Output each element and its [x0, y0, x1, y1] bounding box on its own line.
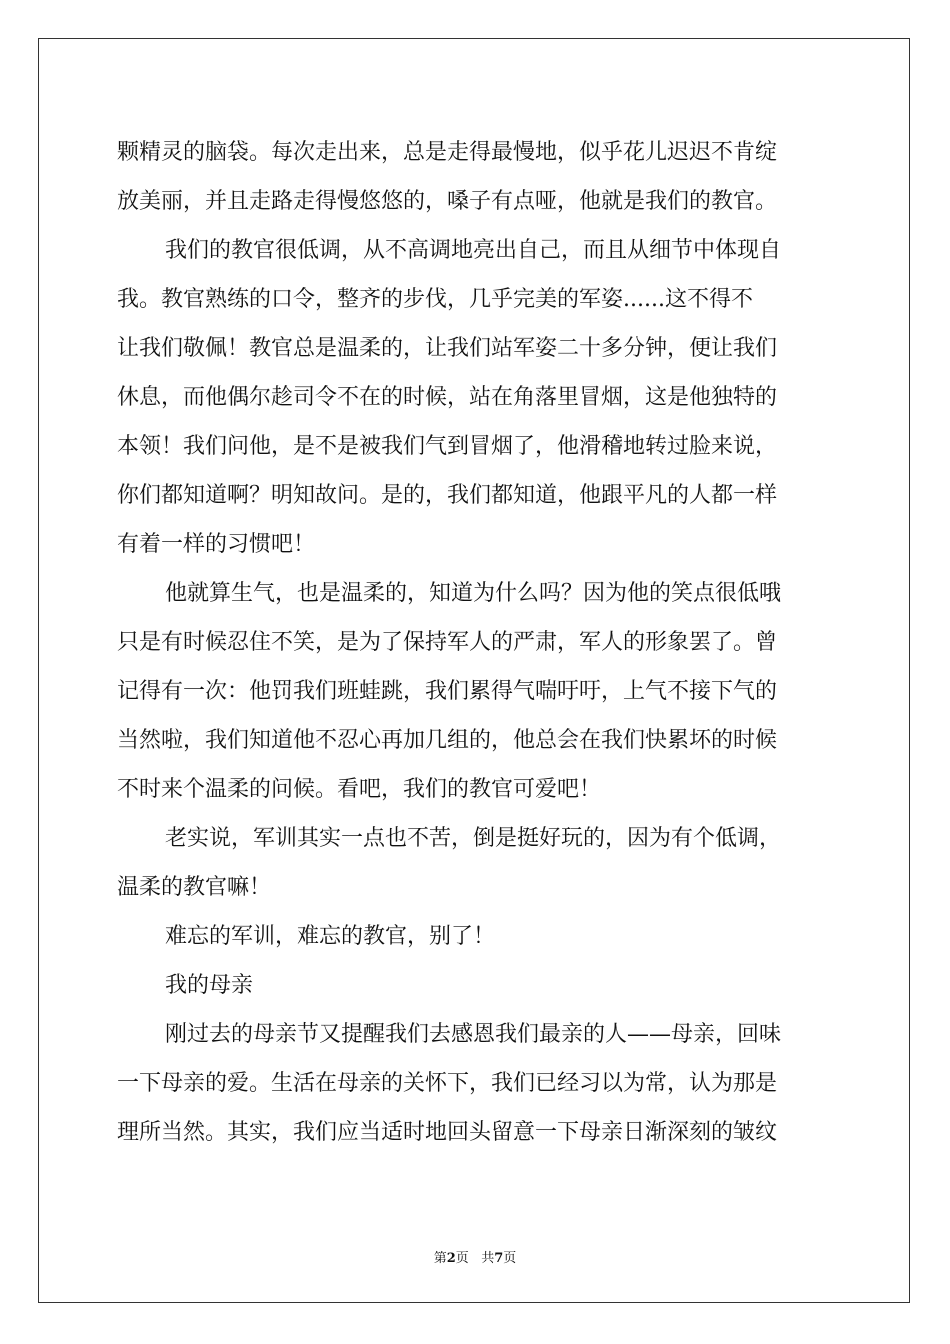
text-line: 不时来个温柔的问候。看吧，我们的教官可爱吧！ [117, 777, 602, 802]
text-line: 你们都知道啊？明知故问。是的，我们都知道，他跟平凡的人都一样 [117, 483, 778, 508]
section-title: 我的母亲 [165, 973, 254, 998]
text-line: 放美丽，并且走路走得慢悠悠的，嗓子有点哑，他就是我们的教官。 [117, 189, 778, 214]
text-line: 记得有一次：他罚我们班蛙跳，我们累得气喘吁吁，上气不接下气的 [117, 679, 778, 704]
page-prefix: 第 [433, 1251, 447, 1266]
text-line: 理所当然。其实，我们应当适时地回头留意一下母亲日渐深刻的皱纹 [117, 1120, 778, 1145]
text-line: 当然啦，我们知道他不忍心再加几组的，他总会在我们快累坏的时候 [117, 728, 778, 753]
text-line: 有着一样的习惯吧！ [117, 532, 316, 557]
total-suffix: 页 [503, 1251, 517, 1266]
paragraph-start-line: 难忘的军训，难忘的教官，别了！ [165, 924, 496, 949]
paragraph-start-line: 我们的教官很低调，从不高调地亮出自己，而且从细节中体现自 [165, 238, 782, 263]
text-line: 休息，而他偶尔趁司令不在的时候，站在角落里冒烟，这是他独特的 [117, 385, 778, 410]
total-pages: 7 [494, 1251, 504, 1266]
text-line: 我。教官熟练的口令，整齐的步伐，几乎完美的军姿......这不得不 [117, 287, 753, 312]
page-suffix: 页 [455, 1251, 469, 1266]
page-number: 2 [446, 1251, 456, 1266]
paragraph-start-line: 老实说，军训其实一点也不苦，倒是挺好玩的，因为有个低调， [165, 826, 782, 851]
total-prefix: 共 [481, 1251, 495, 1266]
text-line: 温柔的教官嘛！ [117, 875, 272, 900]
text-line: 让我们敬佩！教官总是温柔的，让我们站军姿二十多分钟，便让我们 [117, 336, 778, 361]
text-line: 只是有时候忍住不笑，是为了保持军人的严肃，军人的形象罢了。曾 [117, 630, 778, 655]
paragraph-start-line: 刚过去的母亲节又提醒我们去感恩我们最亲的人——母亲，回味 [165, 1022, 782, 1047]
page-footer [0, 1247, 950, 1266]
text-line: 本领！我们问他，是不是被我们气到冒烟了，他滑稽地转过脸来说， [117, 434, 778, 459]
document-body [117, 128, 832, 1157]
text-line: 一下母亲的爱。生活在母亲的关怀下，我们已经习以为常，认为那是 [117, 1071, 778, 1096]
text-line: 颗精灵的脑袋。每次走出来，总是走得最慢地，似乎花儿迟迟不肯绽 [117, 140, 778, 165]
paragraph-start-line: 他就算生气，也是温柔的，知道为什么吗？因为他的笑点很低哦 [165, 581, 782, 606]
